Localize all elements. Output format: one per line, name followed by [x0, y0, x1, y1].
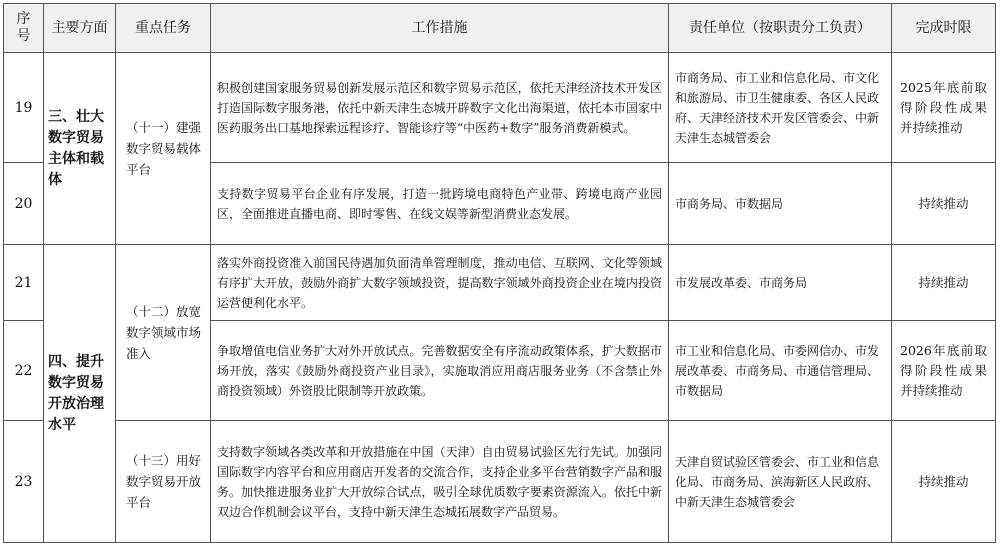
- task-table: [3, 3, 996, 543]
- header-unit: 责任单位（按职责分工负责）: [669, 4, 892, 53]
- header-task: 重点任务: [116, 4, 211, 53]
- header-no: 序号: [4, 4, 44, 53]
- unit-cell: 天津自贸试验区管委会、市工业和信息化局、市商务局、滨海新区人民政府、中新天津生态城管委会: [669, 421, 892, 543]
- deadline-cell: 2026年底前取得阶段性成果并持续推动: [892, 321, 996, 421]
- unit-cell: 市商务局、市工业和信息化局、市文化和旅游局、市卫生健康委、各区人民政府、天津经济技术开发区管委会、中新天津生态城管委会: [669, 53, 892, 163]
- header-row: [4, 4, 996, 53]
- header-aspect: 主要方面: [44, 4, 116, 53]
- measure-cell: 支持数字领域各类改革和开放措施在中国（天津）自由贸易试验区先行先试。加强同国际数字内容平台和应用商店开发者的交流合作，支持企业多平台营销数字产品和服务。加快推进服务业扩大开放综合试点，吸引全球优质数字要素资源流入。依托中新双边合作机制会议平台，支持中新天津生态城拓展数字产品贸易。: [211, 421, 669, 543]
- task-cell: （十一）建强数字贸易载体平台: [116, 53, 211, 245]
- table-row: [4, 245, 996, 321]
- unit-cell: 市商务局、市数据局: [669, 163, 892, 245]
- deadline-cell: 持续推动: [892, 163, 996, 245]
- unit-cell: 市发展改革委、市商务局: [669, 245, 892, 321]
- unit-cell: 市工业和信息化局、市委网信办、市发展改革委、市商务局、市通信管理局、市数据局: [669, 321, 892, 421]
- aspect-cell: 三、壮大数字贸易主体和载体: [44, 53, 116, 245]
- document-page: [3, 3, 996, 543]
- row-number: 21: [4, 245, 44, 321]
- aspect-cell: 四、提升数字贸易开放治理水平: [44, 245, 116, 543]
- row-number: 20: [4, 163, 44, 245]
- table-row: [4, 53, 996, 163]
- header-deadline: 完成时限: [892, 4, 996, 53]
- table-row: [4, 421, 996, 543]
- measure-cell: 落实外商投资准入前国民待遇加负面清单管理制度，推动电信、互联网、文化等领域有序扩大开放，鼓励外商扩大数字领域投资，提高数字领域外商投资企业在境内投资运营便利化水平。: [211, 245, 669, 321]
- measure-cell: 积极创建国家服务贸易创新发展示范区和数字贸易示范区，依托天津经济技术开发区打造国际数字服务港，依托中新天津生态城开辟数字文化出海渠道，依托本市国家中医药服务出口基地探索远程诊疗、智能诊疗等“中医药+数字”服务消费新模式。: [211, 53, 669, 163]
- header-measures: 工作措施: [211, 4, 669, 53]
- measure-cell: 支持数字贸易平台企业有序发展，打造一批跨境电商特色产业带、跨境电商产业园区，全面推进直播电商、即时零售、在线文娱等新型消费业态发展。: [211, 163, 669, 245]
- task-cell: （十二）放宽数字领域市场准入: [116, 245, 211, 421]
- row-number: 22: [4, 321, 44, 421]
- task-cell: （十三）用好数字贸易开放平台: [116, 421, 211, 543]
- measure-cell: 争取增值电信业务扩大对外开放试点。完善数据安全有序流动政策体系，扩大数据市场开放，落实《鼓励外商投资产业目录》，实施取消应用商店服务业务（不含禁止外商投资领域）外资股比限制等开放政策。: [211, 321, 669, 421]
- deadline-cell: 2025年底前取得阶段性成果并持续推动: [892, 53, 996, 163]
- deadline-cell: 持续推动: [892, 421, 996, 543]
- row-number: 19: [4, 53, 44, 163]
- deadline-cell: 持续推动: [892, 245, 996, 321]
- row-number: 23: [4, 421, 44, 543]
